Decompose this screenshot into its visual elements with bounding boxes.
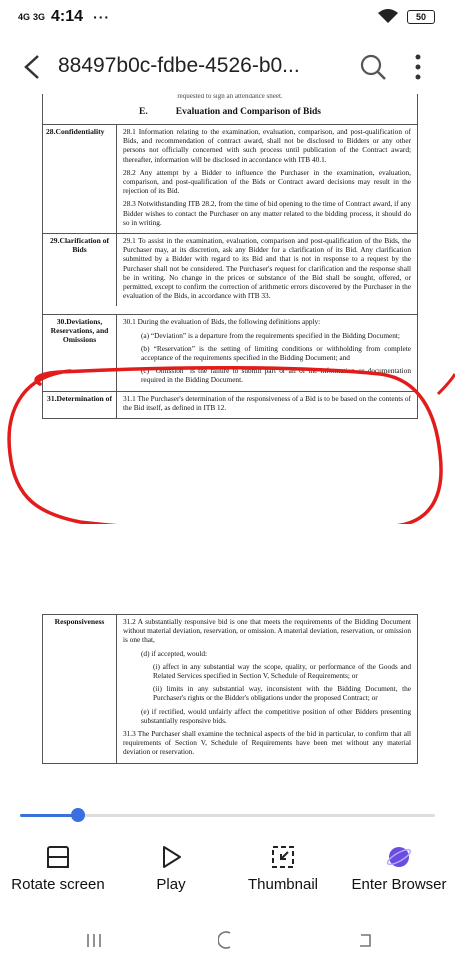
- clause-paragraph: 31.1 The Purchaser's determination of the responsiveness of a Bid is to be based on the contents of the Bid itself, as defined in ITB 12.: [123, 393, 411, 412]
- battery-level: 50: [415, 12, 426, 22]
- play-button[interactable]: [136, 844, 206, 893]
- system-navigation-bar: [0, 924, 455, 960]
- clause-subparagraph: (c) “Omission” is the failure to submit part or all of the information or documentation required in the Bidding Document.: [141, 366, 411, 385]
- clause-label: Responsiveness: [43, 615, 117, 763]
- browser-planet-icon: [386, 844, 412, 870]
- clause-subparagraph: (b) “Reservation” is the setting of limiting conditions or withholding from complete acceptance of the requirements specified in the Bidding Document; and: [141, 343, 411, 363]
- page-gap: [0, 524, 455, 594]
- thumbnail-icon: [270, 844, 296, 870]
- search-icon[interactable]: [358, 52, 388, 82]
- clause-subparagraph: (d) if accepted, would:: [141, 648, 208, 658]
- back-arrow-icon[interactable]: [18, 52, 48, 82]
- signal-3g: 3G: [33, 11, 46, 22]
- more-options-icon[interactable]: [410, 52, 426, 82]
- clause-row-31-continued: [43, 615, 417, 763]
- play-label: Play: [156, 876, 186, 893]
- clause-paragraph: 29.1 To assist in the examination, evaluation, comparison and post-qualification of the Bids, the Purchaser may, at its discretion, ask any Bidder for a clarification of its Bid. Any clarification submitted by a Bidder with regard to its Bid and that is not in response to a request by the Purchaser shall not be considered. The Purchaser's request for clarification and the response shall be in writing. No change in the prices or substance of the Bid shall be sought, offered, or permitted, except to confirm the correction of arithmetic errors discovered by the Purchaser in the evaluation of the Bids, in accordance with ITB 33.: [123, 236, 411, 301]
- document-title: 88497b0c-fdbe-4526-b0...: [58, 54, 300, 77]
- app-bar: [0, 40, 455, 94]
- clock: 4:14: [51, 8, 84, 25]
- clause-paragraph: 28.1 Information relating to the examination, evaluation, comparison, and post-qualification of Bids, and recommendation of contract award, shall not be disclosed to Bidders or any other persons not officially concerned with such process until publication of the Contract award; thereafter, information will be disclosed in accordance with ITB 40.1.: [123, 127, 411, 164]
- signal-indicators: [18, 13, 45, 22]
- clause-subparagraph: (a) “Deviation” is a departure from the requirements specified in the Bidding Document;: [141, 330, 400, 340]
- rotate-screen-label: Rotate screen: [11, 876, 105, 893]
- clause-label: 28.Confidentiality: [43, 125, 117, 233]
- clause-paragraph: 30.1 During the evaluation of Bids, the following definitions apply:: [123, 317, 321, 327]
- clause-subparagraph: (ii) limits in any substantial way, inconsistent with the Bidding Document, the Purchaser's rights or the Bidder's obligations under the proposed Contract; or: [153, 684, 411, 703]
- home-icon[interactable]: [218, 930, 238, 950]
- clause-paragraph: 31.3 The Purchaser shall examine the technical aspects of the bid in particular, to confirm that all requirements of Section V, Schedule of Requirements have been met without any material deviation or reservation.: [123, 729, 411, 757]
- document-page-2: [42, 614, 418, 764]
- bottom-toolbar: [0, 794, 455, 960]
- page-slider-handle[interactable]: [71, 808, 85, 822]
- cut-text-line: requested to sign an attendance sheet.: [177, 94, 283, 100]
- page-slider[interactable]: [20, 814, 435, 817]
- page-slider-fill: [20, 814, 78, 817]
- notification-dots: ···: [93, 9, 111, 25]
- signal-4g: 4G: [18, 11, 31, 22]
- section-heading-text: Evaluation and Comparison of Bids: [175, 107, 321, 117]
- clause-paragraph: 28.2 Any attempt by a Bidder to influence the Purchaser in the examination, evaluation, comparison, and post-qualification of the Bids or Contract award decisions may result in the rejection of its Bid.: [123, 167, 411, 196]
- play-icon: [158, 844, 184, 870]
- clause-body: [117, 615, 417, 763]
- menu-icon[interactable]: [84, 930, 104, 950]
- enter-browser-label: Enter Browser: [351, 876, 447, 893]
- rotate-screen-icon: [45, 844, 71, 870]
- clause-subparagraph: (i) affect in any substantial way the scope, quality, or performance of the Goods and Related Services specified in Section V, Schedule of Requirements; or: [153, 661, 411, 681]
- clause-label: 29.Clarification of Bids: [43, 234, 117, 306]
- back-nav-icon[interactable]: [355, 930, 375, 950]
- rotate-screen-button[interactable]: [8, 844, 108, 893]
- clause-subparagraph: (e) if rectified, would unfairly affect the competitive position of other Bidders presenting substantially responsive bids.: [141, 706, 411, 725]
- clause-paragraph: 28.3 Notwithstanding ITB 28.2, from the time of bid opening to the time of Contract award, if any Bidder wishes to contact the Purchaser on any matter related to the bidding process, it should do so in writing.: [123, 199, 411, 227]
- clause-paragraph: 31.2 A substantially responsive bid is one that meets the requirements of the Bidding Document without material deviation, reservation, or omission. A material deviation, reservation, or omission is one that,: [123, 617, 411, 645]
- thumbnail-button[interactable]: [238, 844, 328, 893]
- clause-label: 30.Deviations, Reservations, and Omissions: [43, 315, 117, 390]
- document-viewer[interactable]: [0, 94, 455, 794]
- thumbnail-label: Thumbnail: [247, 876, 319, 893]
- status-bar: [0, 0, 455, 34]
- wifi-icon: [377, 8, 399, 24]
- enter-browser-button[interactable]: [345, 844, 453, 893]
- battery-indicator: [407, 10, 435, 24]
- clause-label: 31.Determination of: [43, 392, 117, 418]
- section-heading-letter: E.: [139, 107, 148, 117]
